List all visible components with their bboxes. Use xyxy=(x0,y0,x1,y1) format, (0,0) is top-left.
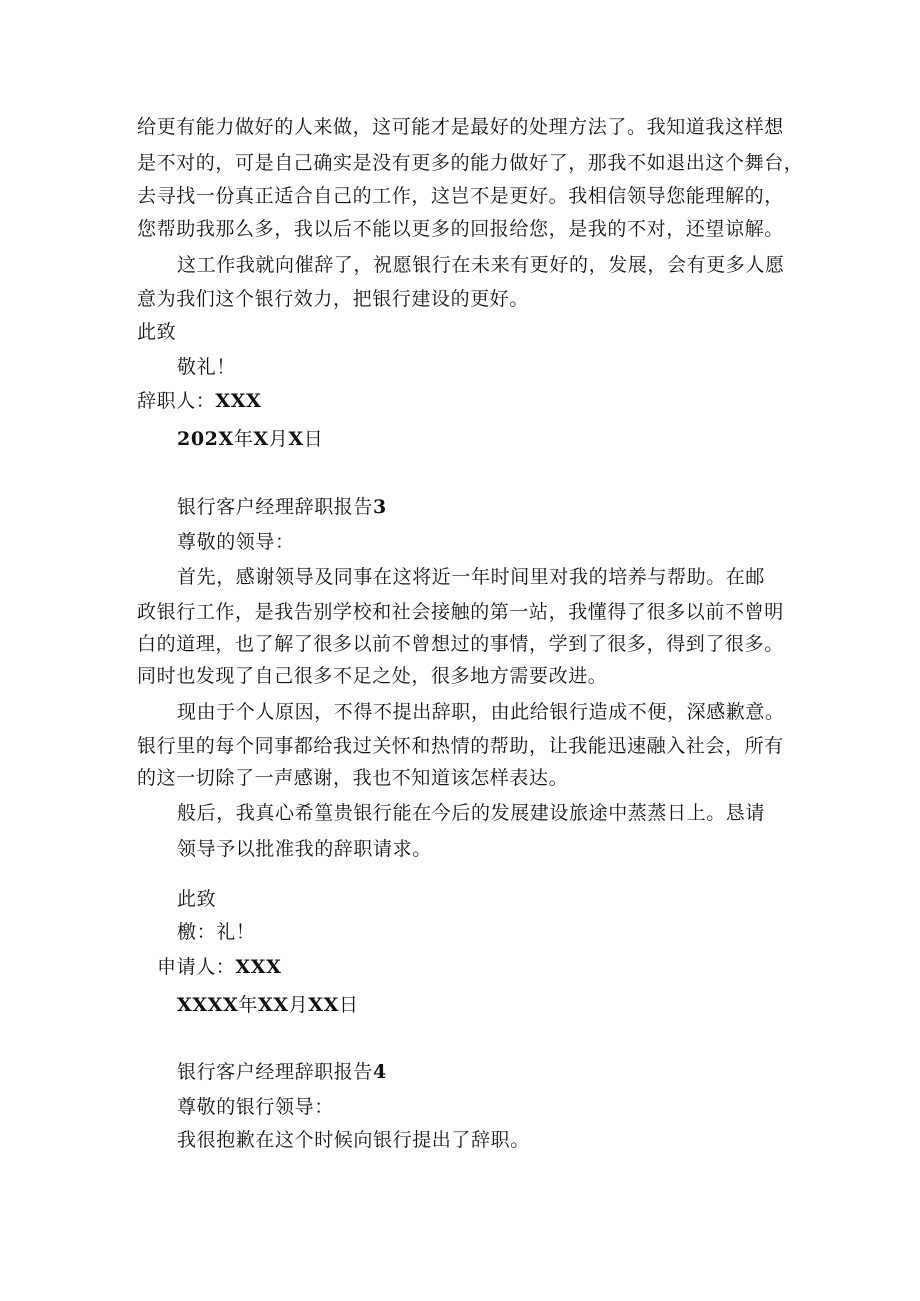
date-year: 202X xyxy=(177,428,234,450)
paragraph-line: 银行里的每个同事都给我过关怀和热情的帮助，让我能迅速融入社会，所有 xyxy=(137,735,784,757)
date-day: X xyxy=(288,428,304,450)
closing-regards: 此致 xyxy=(177,888,217,910)
section-title xyxy=(177,1060,387,1084)
section-title-number: 3 xyxy=(373,496,387,518)
paragraph-line: 意为我们这个银行效力，把银行建设的更好。 xyxy=(137,288,530,310)
paragraph-line: 领导予以批准我的辞职请求。 xyxy=(177,838,432,860)
salutation: 尊敬的领导： xyxy=(177,531,295,553)
date-year: XXXX xyxy=(177,994,239,1016)
date-day-unit: 日 xyxy=(303,428,324,450)
date-line xyxy=(177,427,323,451)
paragraph-line: 去寻找一份真正适合自己的工作，这岂不是更好。我相信领导您能理解的， xyxy=(137,185,784,207)
paragraph-line: 政银行工作，是我告别学校和社会接触的第一站，我懂得了很多以前不曾明 xyxy=(137,601,784,623)
paragraph-line: 白的道理，也了解了很多以前不曾想过的事情，学到了很多，得到了很多。 xyxy=(137,633,784,655)
date-day: XX xyxy=(308,994,339,1016)
paragraph-line: 般后，我真心希篁贵银行能在今后的发展建设旅途中蒸蒸日上。恳请 xyxy=(177,802,766,824)
signer-name: XXX xyxy=(235,956,282,978)
signer-label: 辞职人： xyxy=(137,390,216,412)
closing-salute: 檄：礼！ xyxy=(177,921,256,943)
paragraph-line: 给更有能力做好的人来做，这可能才是最好的处理方法了。我知道我这样想 xyxy=(137,116,784,138)
date-month-unit: 月 xyxy=(268,428,289,450)
closing-salute: 敬礼！ xyxy=(177,356,236,378)
date-month: X xyxy=(253,428,269,450)
section-title-number: 4 xyxy=(373,1061,387,1083)
date-month-unit: 月 xyxy=(288,994,309,1016)
paragraph-line: 现由于个人原因，不得不提出辞职，由此给银行造成不便，深感歉意。 xyxy=(177,701,785,723)
date-line xyxy=(177,993,359,1017)
paragraph-line: 同时也发现了自己很多不足之处，很多地方需要改进。 xyxy=(137,665,608,687)
section-title-text: 银行客户经理辞职报告 xyxy=(177,496,374,518)
date-year-unit: 年 xyxy=(233,428,254,450)
date-day-unit: 日 xyxy=(338,994,359,1016)
signer-line xyxy=(157,955,281,979)
paragraph-line: 我很抱歉在这个时候向银行提出了辞职。 xyxy=(177,1129,530,1151)
paragraph-line: 的这一切除了一声感谢，我也不知道该怎样表达。 xyxy=(137,767,569,789)
section-title xyxy=(177,495,387,519)
paragraph-line: 是不对的，可是自己确实是没有更多的能力做好了，那我不如退出这个舞台， xyxy=(137,152,804,174)
salutation: 尊敬的银行领导： xyxy=(177,1096,334,1118)
paragraph-line: 首先，感谢领导及同事在这将近一年时间里对我的培养与帮助。在邮 xyxy=(177,566,766,588)
signer-label: 申请人： xyxy=(157,956,236,978)
paragraph-line: 这工作我就向催辞了，祝愿银行在未来有更好的，发展，会有更多人愿 xyxy=(177,254,785,276)
date-year-unit: 年 xyxy=(238,994,258,1016)
paragraph-line: 您帮助我那么多，我以后不能以更多的回报给您，是我的不对，还望谅解。 xyxy=(137,218,784,240)
signer-line xyxy=(137,389,261,413)
date-month: XX xyxy=(257,994,289,1016)
signer-name: XXX xyxy=(215,390,262,412)
closing-regards: 此致 xyxy=(137,321,177,343)
section-title-text: 银行客户经理辞职报告 xyxy=(177,1061,374,1083)
